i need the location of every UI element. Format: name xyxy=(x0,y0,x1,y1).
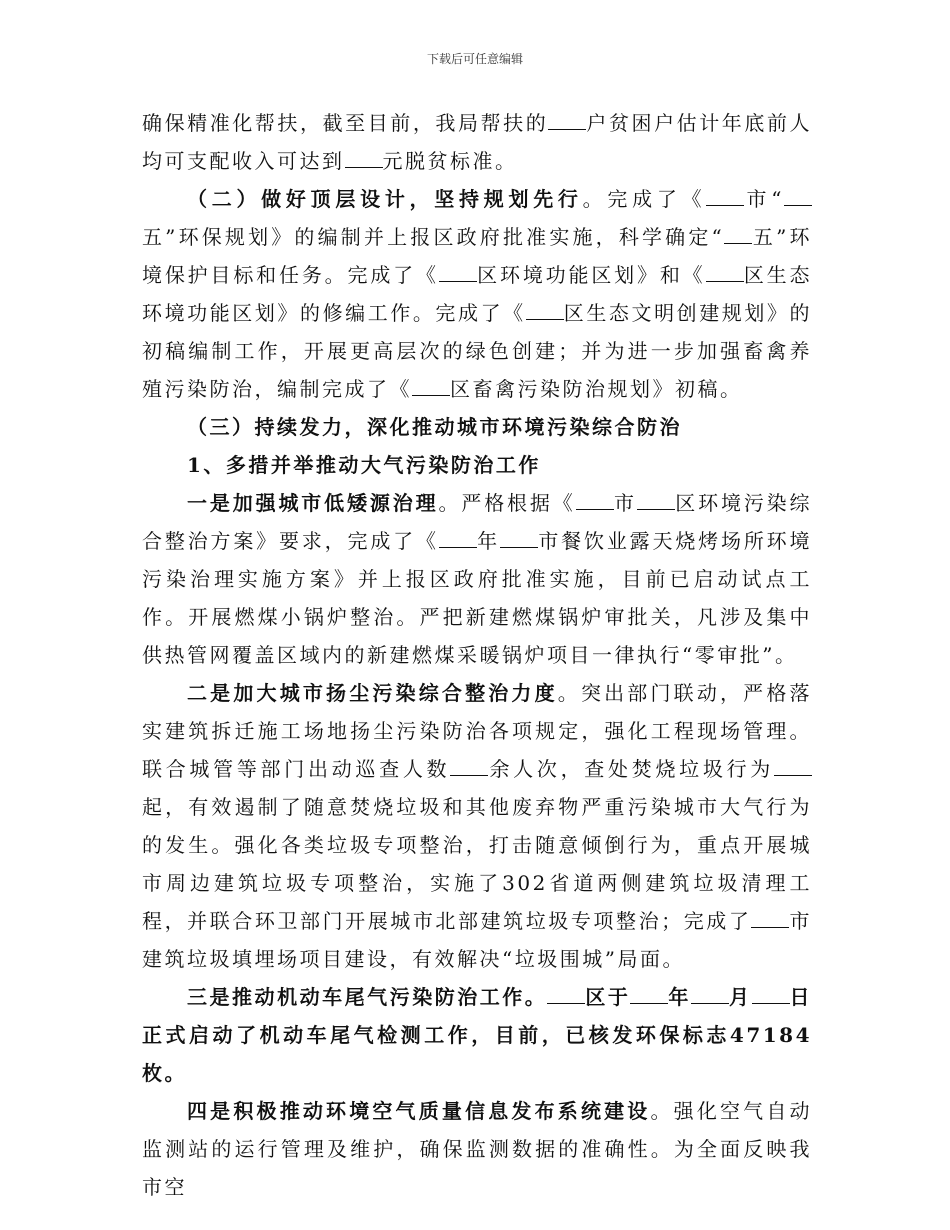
paragraph-dust: 二是加大城市扬尘污染综合整治力度。突出部门联动，严格落实建筑拆迁施工场地扬尘污染防治各项规定，强化工程现场管理。联合城管等部门出动巡查人数 余人次，查处焚烧垃圾行为起，有效遏制了随意焚烧垃圾和其他废弃物严重污染城市大气行为的发生。强化各类垃圾专项整治，打击随意倾倒行为，重点开展城市周边建筑垃圾专项整治，实施了302省道两侧建筑垃圾清理工程，并联合环卫部门开展城市北部建筑垃圾专项整治；完成了 市建筑垃圾填埋场项目建设，有效解决“垃圾围城”局面。 xyxy=(142,681,813,971)
paragraph-low-source: 一是加强城市低矮源治理。严格根据《 市 区环境污染综合整治方案》要求，完成了《 年 市餐饮业露天烧烤场所环境污染治理实施方案》并上报区政府批准实施，目前已启动试点工作。开展燃煤小锅炉整治。严把新建燃煤锅炉审批关，凡涉及集中供热管网覆盖区域内的新建燃煤采暖锅炉项目一律执行“零审批”。 xyxy=(142,484,812,674)
paragraph-air-quality: 四是积极推动环境空气质量信息发布系统建设。强化空气自动监测站的运行管理及维护，确保监测数据的准确性。为全面反映我市空 xyxy=(142,1099,813,1199)
document-body xyxy=(142,104,812,1206)
page-header: 下载后可任意编辑 xyxy=(426,52,523,66)
section-heading-2: （二）做好顶层设计，坚持规划先行 xyxy=(187,187,583,211)
paragraph-poverty: 确保精准化帮扶，截至目前，我局帮扶的 户贫困户估计年底前人均可支配收入可达到 元脱贫标准。 xyxy=(142,104,812,180)
subsection-heading-1: 1、多措并举推动大气污染防治工作 xyxy=(187,453,541,477)
section-heading-3: （三）持续发力，深化推动城市环境污染综合防治 xyxy=(187,415,682,439)
paragraph-planning: （二）做好顶层设计，坚持规划先行。完成了《 市“五”环保规划》的编制并上报区政府批准实施，科学确定“ 五”环境保护目标和任务。完成了《 区环境功能区划》和《 区生态环境功能区划》的修编工作。完成了《 区生态文明创建规划》的初稿编制工作，开展更高层次的绿色创建；并为进一步加强畜禽养殖污染防治，编制完成了《 区畜禽污染防治规划》初稿。 xyxy=(142,180,812,408)
paragraph-vehicle: 三是推动机动车尾气污染防治工作。 区于 年 月 日正式启动了机动车尾气检测工作，目前，已核发环保标志47184枚。 xyxy=(142,978,812,1092)
